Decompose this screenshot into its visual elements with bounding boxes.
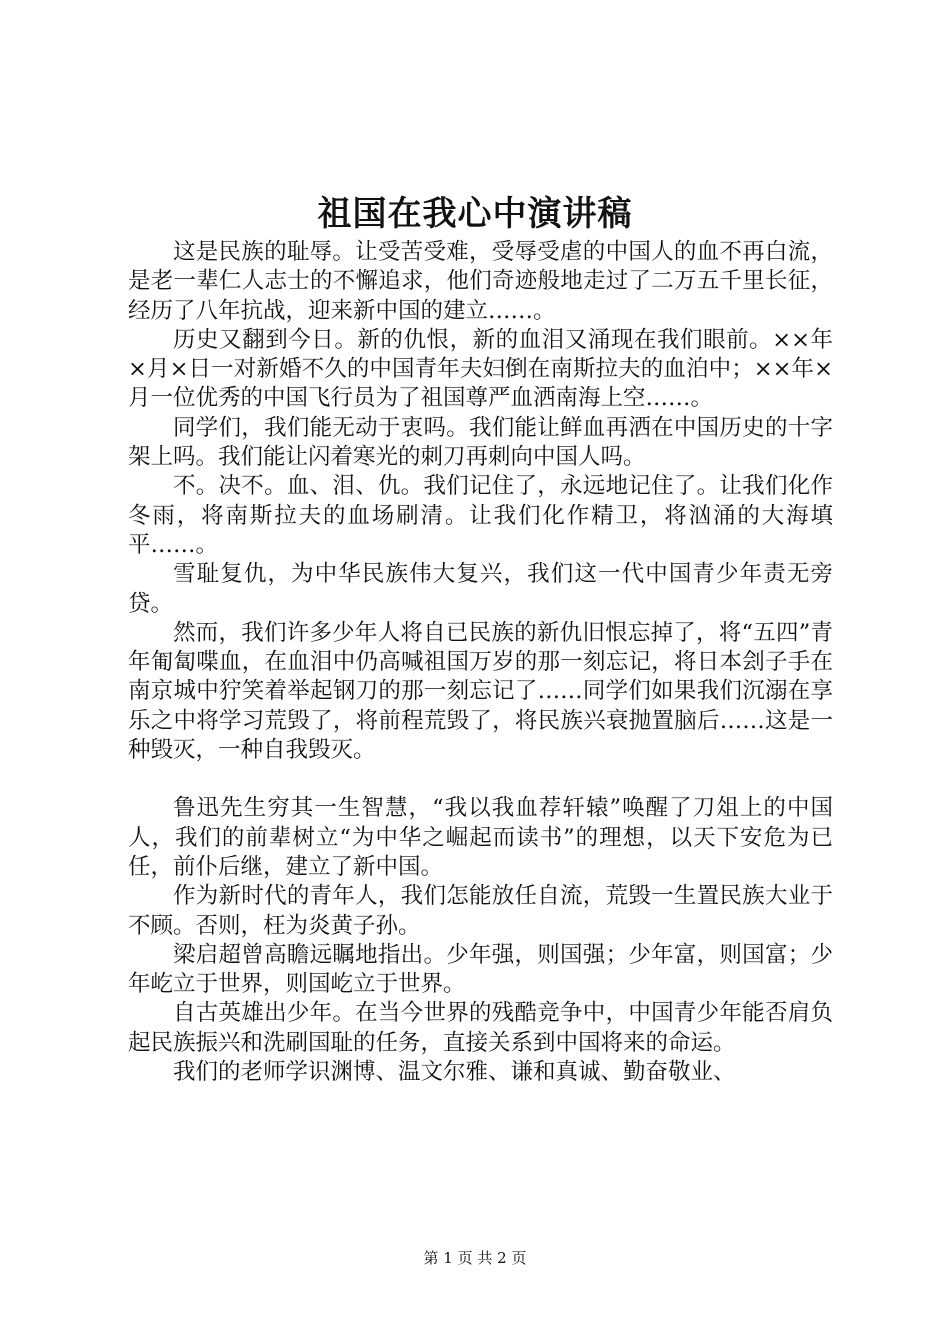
- page-number: 第 1 页 共 2 页: [423, 1249, 527, 1267]
- paragraph: 这是民族的耻辱。让受苦受难，受辱受虐的中国人的血不再白流，是老一辈仁人志士的不懈追求，他们奇迹般地走过了二万五千里长征，经历了八年抗战，迎来新中国的建立……。: [128, 239, 833, 324]
- paragraph: 同学们，我们能无动于衷吗。我们能让鲜血再洒在中国历史的十字架上吗。我们能让闪着寒光的刺刀再刺向中国人吗。: [128, 414, 833, 471]
- paragraph: 然而，我们许多少年人将自已民族的新仇旧恨忘掉了，将“五四”青年匍匐喋血，在血泪中仍高喊祖国万岁的那一刻忘记，将日本刽子手在南京城中狞笑着举起钢刀的那一刻忘记了……同学们如果我们沉溺在享乐之中将学习荒毁了，将前程荒毁了，将民族兴衰抛置脑后……这是一种毁灭，一种自我毁灭。: [128, 619, 833, 764]
- paragraph: 鲁迅先生穷其一生智慧，“我以我血荐轩辕”唤醒了刀俎上的中国人，我们的前辈树立“为中华之崛起而读书”的理想，以天下安危为已任，前仆后继，建立了新中国。: [128, 795, 833, 880]
- paragraph: 自古英雄出少年。在当今世界的残酷竞争中，中国青少年能否肩负起民族振兴和洗刷国耻的任务，直接关系到中国将来的命运。: [128, 1000, 833, 1056]
- paragraph: 作为新时代的青年人，我们怎能放任自流，荒毁一生置民族大业于不顾。否则，枉为炎黄子孙。: [128, 883, 833, 939]
- paragraph: 历史又翻到今日。新的仇恨，新的血泪又涌现在我们眼前。××年×月×日一对新婚不久的中国青年夫妇倒在南斯拉夫的血泊中；××年×月一位优秀的中国飞行员为了祖国尊严血洒南海上空……。: [128, 326, 833, 412]
- document-body: [128, 238, 833, 1087]
- paragraph: 我们的老师学识渊博、温文尔雅、谦和真诚、勤奋敬业、: [173, 1059, 736, 1086]
- document-title: 祖国在我心中演讲稿: [317, 194, 633, 234]
- paragraph: 梁启超曾高瞻远瞩地指出。少年强，则国强；少年富，则国富；少年屹立于世界，则国屹立于世界。: [128, 941, 833, 998]
- paragraph: 雪耻复仇，为中华民族伟大复兴，我们这一代中国青少年责无旁贷。: [128, 561, 833, 617]
- paragraph-spacer: [128, 765, 833, 794]
- paragraph: 不。决不。血、泪、仇。我们记住了，永远地记住了。让我们化作冬雨，将南斯拉夫的血场刷清。让我们化作精卫，将汹涌的大海填平……。: [128, 473, 833, 558]
